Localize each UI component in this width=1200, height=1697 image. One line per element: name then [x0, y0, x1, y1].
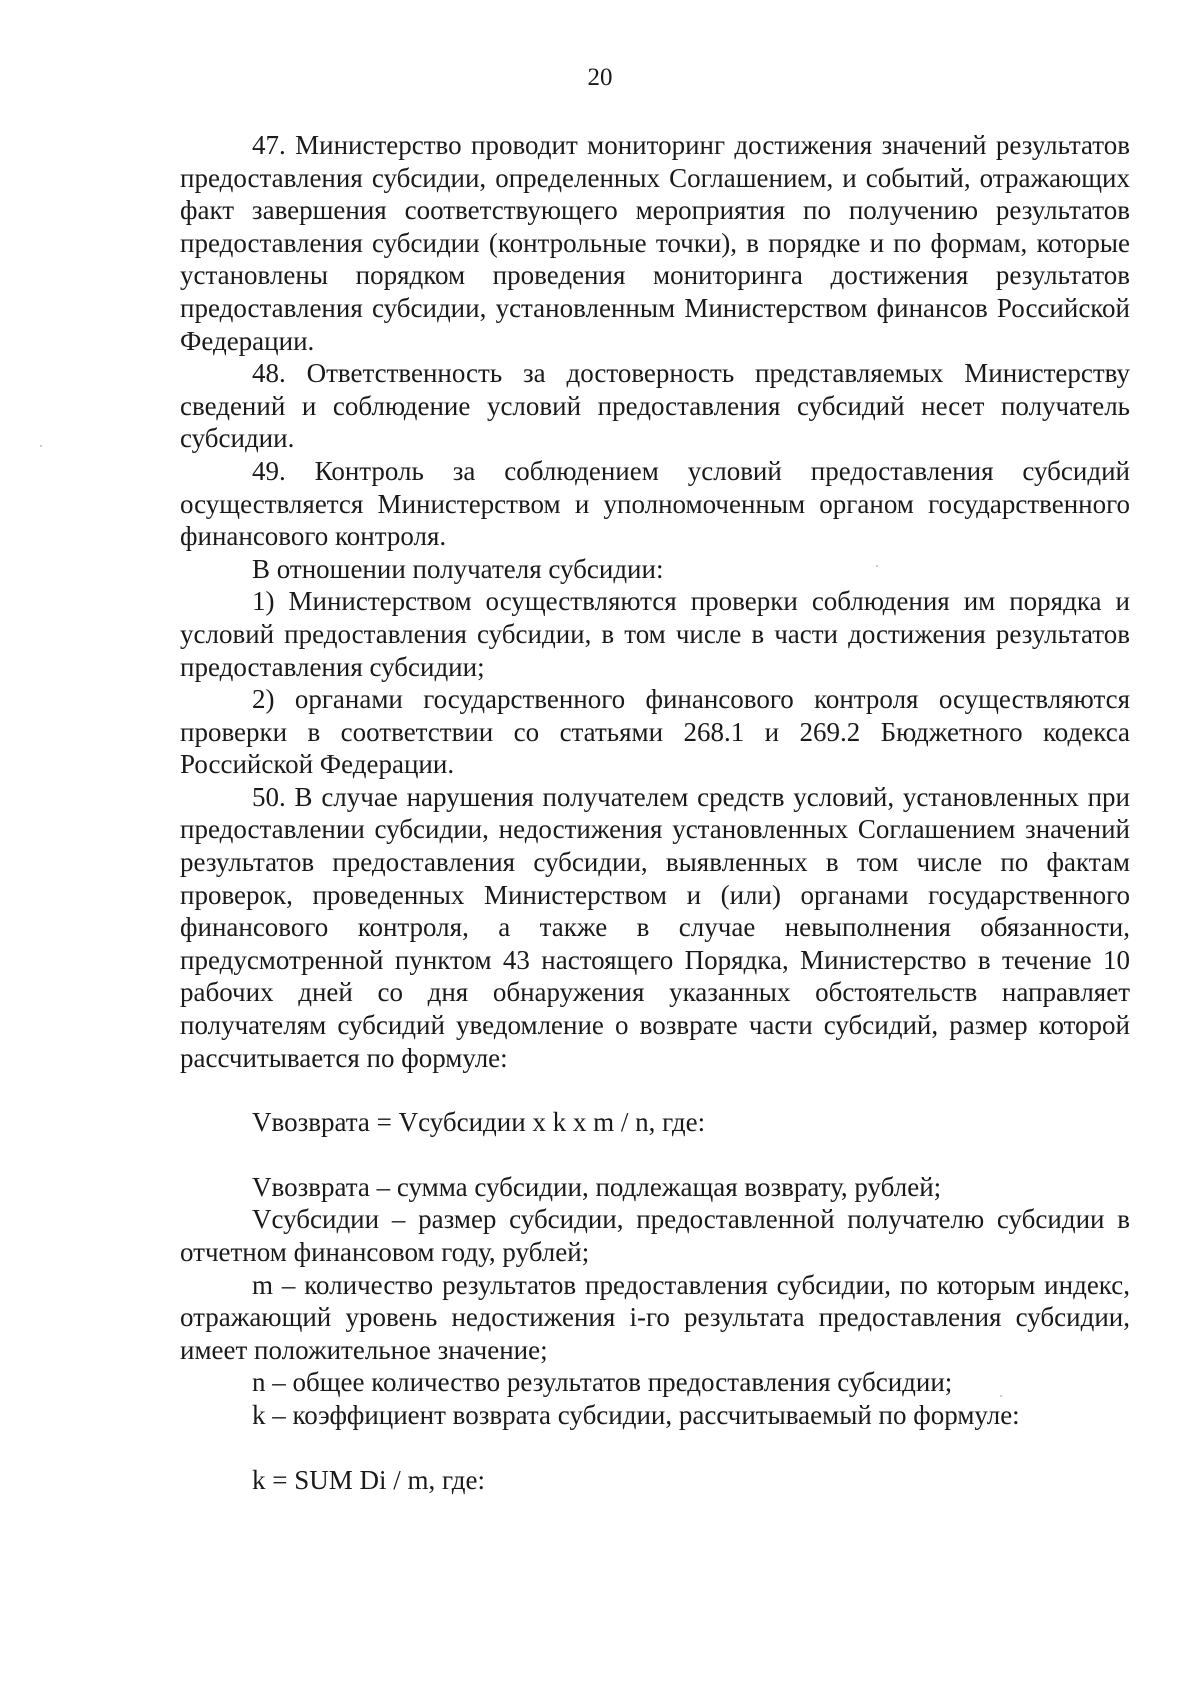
- definition-v-return: Vвозврата – сумма субсидии, подлежащая возврату, рублей;: [252, 1171, 942, 1202]
- scan-speck: [40, 445, 42, 447]
- coefficient-formula: k = SUM Di / m, где:: [252, 1464, 485, 1495]
- paragraph-49-item-2: 2) органами государственного финансового контроля осуществляются проверки в соответствии со статьями 268.1 и 269.2 Бюджетного кодекса Российской Федерации.: [180, 684, 1130, 780]
- paragraph-50: 50. В случае нарушения получателем средств условий, установленных при предоставлении субсидии, недостижения установленных Соглашением значений результатов предоставления субсидии, выявленных в том числе по фактам проверок, проведенных Министерством и (или) органами государственного финансового контроля, а также в случае невыполнения обязанности, предусмотренной пунктом 43 настоящего Порядка, Министерство в течение 10 рабочих дней со дня обнаружения указанных обстоятельств направляет получателям субсидий уведомление о возврате части субсидий, размер которой рассчитывается по формуле:: [180, 781, 1130, 1073]
- scan-speck: [876, 565, 878, 567]
- definition-m: m – количество результатов предоставления субсидии, по которым индекс, отражающий уровень недостижения i-го результата предоставления субсидии, имеет положительное значение;: [180, 1269, 1130, 1365]
- paragraph-49: 49. Контроль за соблюдением условий предоставления субсидий осуществляется Министерством и уполномоченным органом государственного финансового контроля.: [180, 455, 1130, 552]
- definition-v-subsidy: Vсубсидии – размер субсидии, предоставленной получателю субсидии в отчетном финансовом году, рублей;: [180, 1204, 1130, 1267]
- paragraph-47: 47. Министерство проводит мониторинг достижения значений результатов предоставления субсидии, определенных Соглашением, и событий, отражающих факт завершения соответствующего мероприятия по получению результатов предоставления субсидии (контрольные точки), в порядке и по формам, которые установлены порядком проведения мониторинга достижения результатов предоставления субсидии, установленным Министерством финансов Российской Федерации.: [180, 130, 1130, 356]
- paragraph-48: 48. Ответственность за достоверность представляемых Министерству сведений и соблюдение условий предоставления субсидий несет получатель субсидии.: [180, 358, 1130, 454]
- paragraph-49-intro: В отношении получателя субсидии:: [252, 553, 664, 584]
- page-number: 20: [587, 64, 613, 91]
- definition-n: n – общее количество результатов предоставления субсидии;: [252, 1367, 953, 1398]
- return-formula: Vвозврата = Vсубсидии x k x m / n, где:: [252, 1107, 706, 1138]
- definition-k: k – коэффициент возврата субсидии, рассчитываемый по формуле:: [252, 1399, 1020, 1430]
- scan-speck: [1000, 1395, 1002, 1397]
- document-body: [180, 129, 1130, 1496]
- paragraph-49-item-1: 1) Министерством осуществляются проверки соблюдения им порядка и условий предоставления субсидии, в том числе в части достижения результатов предоставления субсидии;: [180, 586, 1130, 682]
